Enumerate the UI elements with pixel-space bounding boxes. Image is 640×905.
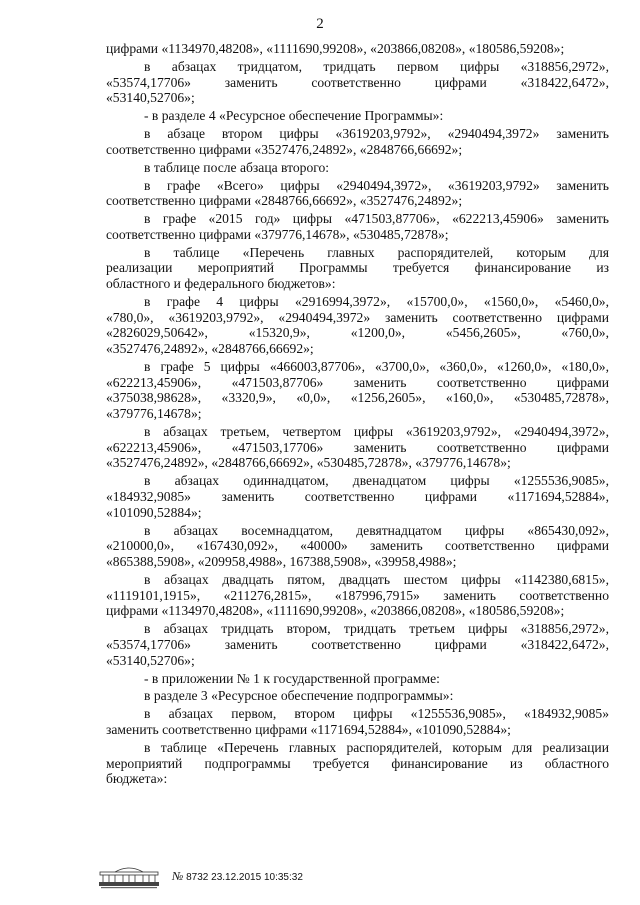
registry-logo: [97, 864, 167, 890]
text-line: в абзаце втором цифры «3619203,9792», «2940494,3972» заменить: [144, 126, 609, 142]
text-line: «865388,5908», «209958,4988», 167388,5908», «39958,4988»;: [106, 554, 457, 570]
text-line: «53140,52706»;: [106, 652, 195, 668]
text-line: «210000,0», «167430,092», «40000» заменить соответственно цифрами: [106, 538, 609, 554]
text-line: «53140,52706»;: [106, 90, 195, 106]
text-line: областного и федерального бюджетов»:: [106, 276, 336, 292]
text-line: в графе «Всего» цифры «2940494,3972», «3619203,9792» заменить: [144, 177, 609, 193]
text-line: в абзацах первом, втором цифры «1255536,9085», «184932,9085»: [144, 706, 609, 722]
text-line: - в разделе 4 «Ресурсное обеспечение Программы»:: [144, 108, 444, 124]
text-line: в абзацах двадцать пятом, двадцать шестом цифры «1142380,6815»,: [144, 571, 609, 587]
text-line: - в приложении № 1 к государственной программе:: [144, 670, 440, 686]
number-sign: №: [172, 869, 184, 883]
text-line: «379776,14678»;: [106, 406, 202, 422]
document-footer: [97, 864, 337, 894]
page-number: 2: [316, 16, 324, 32]
text-line: соответственно цифрами «2848766,66692», «3527476,24892»;: [106, 193, 463, 209]
text-line: в абзацах восемнадцатом, девятнадцатом цифры «865430,092»,: [144, 522, 609, 538]
text-line: в графе 5 цифры «466003,87706», «3700,0», «360,0», «1260,0», «180,0»,: [144, 359, 609, 375]
text-line: «3527476,24892», «2848766,66692», «530485,72878», «379776,14678»;: [106, 455, 511, 471]
text-line: в графе «2015 год» цифры «471503,87706», «622213,45906» заменить: [144, 211, 609, 227]
text-line: «2826029,50642», «15320,9», «1200,0», «5456,2605», «760,0»,: [106, 325, 609, 341]
text-line: мероприятий подпрограммы требуется финансирование из областного: [106, 755, 609, 771]
text-line: «53574,17706» заменить соответственно цифрами «318422,6472»,: [106, 636, 609, 652]
text-line: «780,0», «3619203,9792», «2940494,3972» заменить соответственно цифрами: [106, 309, 609, 325]
text-line: цифрами «1134970,48208», «1111690,99208», «203866,08208», «180586,59208»;: [106, 41, 565, 56]
text-line: реализации мероприятий Программы требуется финансирование из: [106, 260, 609, 276]
text-line: в абзацах одиннадцатом, двенадцатом цифры «1255536,9085»,: [144, 473, 609, 489]
text-line: «53574,17706» заменить соответственно цифрами «318422,6472»,: [106, 74, 609, 90]
document-body: [106, 41, 609, 787]
text-line: в таблице «Перечень главных распорядителей, которым для реализации: [144, 739, 609, 755]
stamp-text: 8732 23.12.2015 10:35:32: [186, 872, 303, 883]
text-line: бюджета»:: [106, 771, 168, 787]
text-line: «184932,9085» заменить соответственно цифрами «1171694,52884»,: [106, 489, 609, 505]
text-line: «622213,45906», «471503,87706» заменить соответственно цифрами: [106, 374, 609, 390]
text-line: в графе 4 цифры «2916994,3972», «15700,0», «1560,0», «5460,0»,: [144, 294, 609, 310]
text-line: в абзацах тридцать втором, тридцать третьем цифры «318856,2972»,: [144, 621, 609, 637]
text-line: в таблице «Перечень главных распорядителей, которым для: [144, 244, 609, 260]
text-line: заменить соответственно цифрами «1171694,52884», «101090,52884»;: [106, 722, 511, 738]
registration-stamp: [172, 869, 303, 884]
text-line: соответственно цифрами «3527476,24892», «2848766,66692»;: [106, 141, 463, 157]
text-line: в абзацах третьем, четвертом цифры «3619203,9792», «2940494,3972»,: [144, 424, 609, 440]
text-line: «101090,52884»;: [106, 504, 202, 520]
text-line: «3527476,24892», «2848766,66692»;: [106, 341, 314, 357]
text-line: «375038,98628», «3320,9», «0,0», «1256,2605», «160,0», «530485,72878»,: [106, 390, 609, 406]
text-line: цифрами «1134970,48208», «1111690,99208», «203866,08208», «180586,59208»;: [106, 603, 565, 619]
text-line: соответственно цифрами «379776,14678», «530485,72878»;: [106, 226, 449, 242]
text-line: «1119101,1915», «211276,2815», «187996,7915» заменить соответственно: [106, 587, 609, 603]
text-line: «622213,45906», «471503,17706» заменить соответственно цифрами: [106, 439, 609, 455]
text-line: в абзацах тридцатом, тридцать первом цифры «318856,2972»,: [144, 58, 609, 74]
text-line: в таблице после абзаца второго:: [144, 159, 330, 175]
text-line: в разделе 3 «Ресурсное обеспечение подпрограммы»:: [144, 688, 454, 704]
